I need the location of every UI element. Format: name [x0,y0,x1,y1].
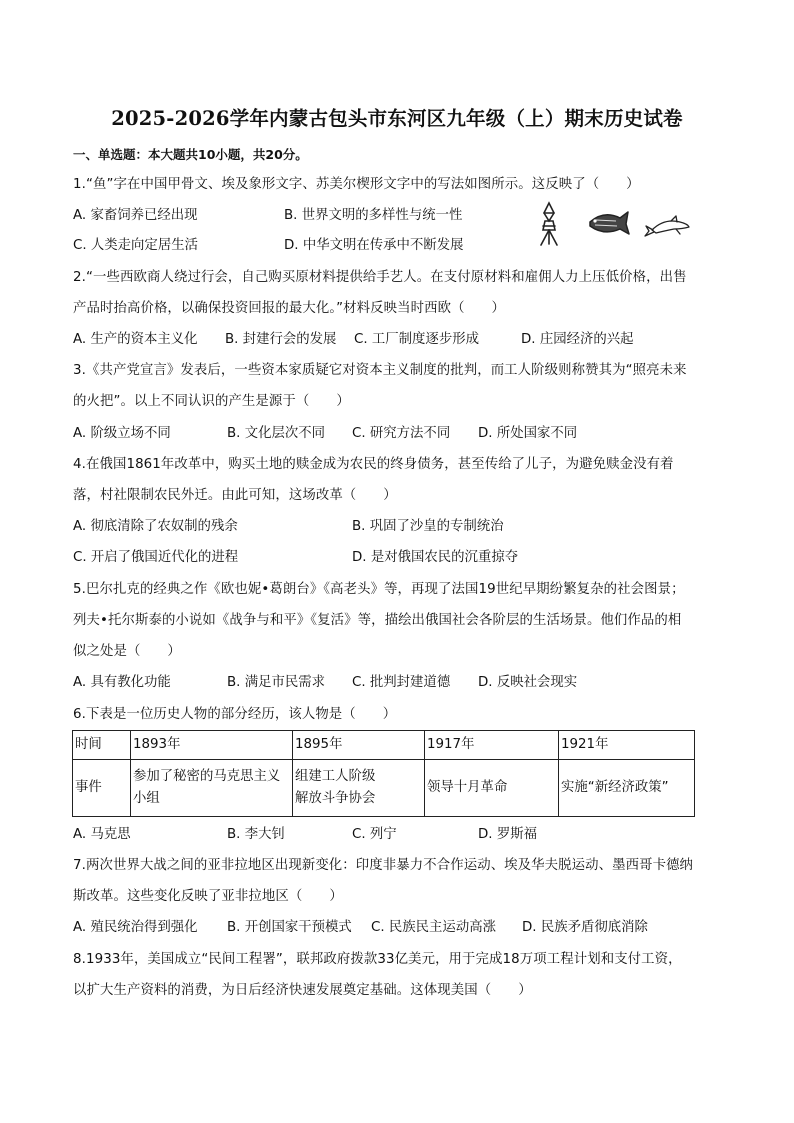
question-8-stem-line-2: 以扩大生产资料的消费，为日后经济快速发展奠定基础。这体现美国（ ） [73,983,532,998]
table-cell-event [131,760,293,817]
question-8-stem-line-1: 8.1933年，美国成立“民间工程署”，联邦政府拨款33亿美元，用于完成18万项工程计划和支付工资， [73,952,682,967]
question-7-stem-line-1: 7.两次世界大战之间的亚非拉地区出现新变化：印度非暴力不合作运动、埃及华夫脱运动、墨西哥卡德纳 [73,858,694,873]
q7-option-c: C. 民族民主运动高涨 [371,920,496,935]
question-7-stem-line-2: 斯改革。这些变化反映了亚非拉地区（ ） [73,889,343,904]
question-3-stem-line-2: 的火把”。以上不同认识的产生是源于（ ） [73,394,350,409]
q5-option-b: B. 满足市民需求 [227,675,326,690]
q6-option-b: B. 李大钊 [227,827,285,842]
event-text-line: 组建工人阶级 [295,769,376,784]
event-text-line: 小组 [133,791,160,806]
q3-option-b: B. 文化层次不同 [227,426,326,441]
q6-option-d: D. 罗斯福 [478,827,537,842]
q7-option-a: A. 殖民统治得到强化 [73,920,198,935]
event-text-line: 实施“新经济政策” [561,780,669,795]
q4-option-d: D. 是对俄国农民的沉重掠夺 [352,550,519,565]
q3-option-c: C. 研究方法不同 [352,426,451,441]
q5-option-c: C. 批判封建道德 [352,675,451,690]
table-cell-year: 1917年 [425,731,559,760]
q1-option-b: B. 世界文明的多样性与统一性 [284,208,463,223]
q4-option-b: B. 巩固了沙皇的专制统治 [352,519,504,534]
q6-option-a: A. 马克思 [73,827,131,842]
question-5-stem-line-1: 5.巴尔扎克的经典之作《欧也妮•葛朗台》《高老头》等，再现了法国19世纪早期纷繁复杂的社会图景； [73,582,685,597]
q5-option-a: A. 具有教化功能 [73,675,171,690]
question-5-stem-line-2: 列夫•托尔斯泰的小说如《战争与和平》《复活》等，描绘出俄国社会各阶层的生活场景。他们作品的相 [73,613,682,628]
question-6-stem: 6.下表是一位历史人物的部分经历，该人物是（ ） [73,707,397,722]
q7-option-d: D. 民族矛盾彻底消除 [522,920,648,935]
table-cell-event [293,760,425,817]
question-2-stem-line-1: 2.“一些西欧商人绕过行会，自己购买原材料提供给手艺人。在支付原材料和雇佣人力上压低价格，出售 [73,270,687,285]
question-2-stem-line-2: 产品时抬高价格，以确保投资回报的最大化。”材料反映当时西欧（ ） [73,301,506,316]
event-text-line: 领导十月革命 [427,780,508,795]
q2-option-a: A. 生产的资本主义化 [73,332,198,347]
fish-egyptian-hieroglyph-icon [590,212,629,234]
table-cell-time-label: 时间 [73,731,131,760]
fish-cuneiform-glyph-icon [645,216,689,236]
q4-option-a: A. 彻底清除了农奴制的残余 [73,519,238,534]
event-text-line: 参加了秘密的马克思主义 [133,769,281,784]
q6-option-c: C. 列宁 [352,827,397,842]
table-cell-event-label: 事件 [73,760,131,817]
table-cell-year: 1895年 [293,731,425,760]
table-header-row [73,731,695,760]
fish-oracle-bone-glyph-icon [541,203,557,245]
question-5-stem-line-3: 似之处是（ ） [73,644,181,659]
q1-option-d: D. 中华文明在传承中不断发展 [284,238,464,253]
timeline-table [72,730,695,817]
q2-option-b: B. 封建行会的发展 [225,332,337,347]
event-text-line: 解放斗争协会 [295,791,376,806]
q2-option-c: C. 工厂制度逐步形成 [354,332,479,347]
q7-option-b: B. 开创国家干预模式 [227,920,352,935]
question-4-stem-line-1: 4.在俄国1861年改革中，购买土地的赎金成为农民的终身债务，甚至传给了儿子，为避免赎金没有着 [73,457,674,472]
table-event-row [73,760,695,817]
question-3-stem-line-1: 3.《共产党宣言》发表后，一些资本家质疑它对资本主义制度的批判，而工人阶级则称赞其为“照亮未来 [73,363,687,378]
q3-option-d: D. 所处国家不同 [478,426,578,441]
table-cell-year: 1921年 [559,731,695,760]
q3-option-a: A. 阶级立场不同 [73,426,171,441]
question-1-stem: 1.“鱼”字在中国甲骨文、埃及象形文字、苏美尔楔形文字中的写法如图所示。这反映了（ ） [73,177,640,192]
table-cell-event [559,760,695,817]
q4-option-c: C. 开启了俄国近代化的进程 [73,550,239,565]
section-heading: 一、单选题：本大题共10小题，共20分。 [73,147,308,162]
question-4-stem-line-2: 落，村社限制农民外迁。由此可知，这场改革（ ） [73,488,397,503]
q1-option-a: A. 家畜饲养已经出现 [73,208,198,223]
q1-option-c: C. 人类走向定居生活 [73,238,198,253]
q2-option-d: D. 庄园经济的兴起 [521,332,634,347]
exam-title: 2025-2026学年内蒙古包头市东河区九年级（上）期末历史试卷 [111,107,683,130]
table-cell-year: 1893年 [131,731,293,760]
table-cell-event [425,760,559,817]
fish-glyph-figure [532,200,692,248]
q5-option-d: D. 反映社会现实 [478,675,578,690]
